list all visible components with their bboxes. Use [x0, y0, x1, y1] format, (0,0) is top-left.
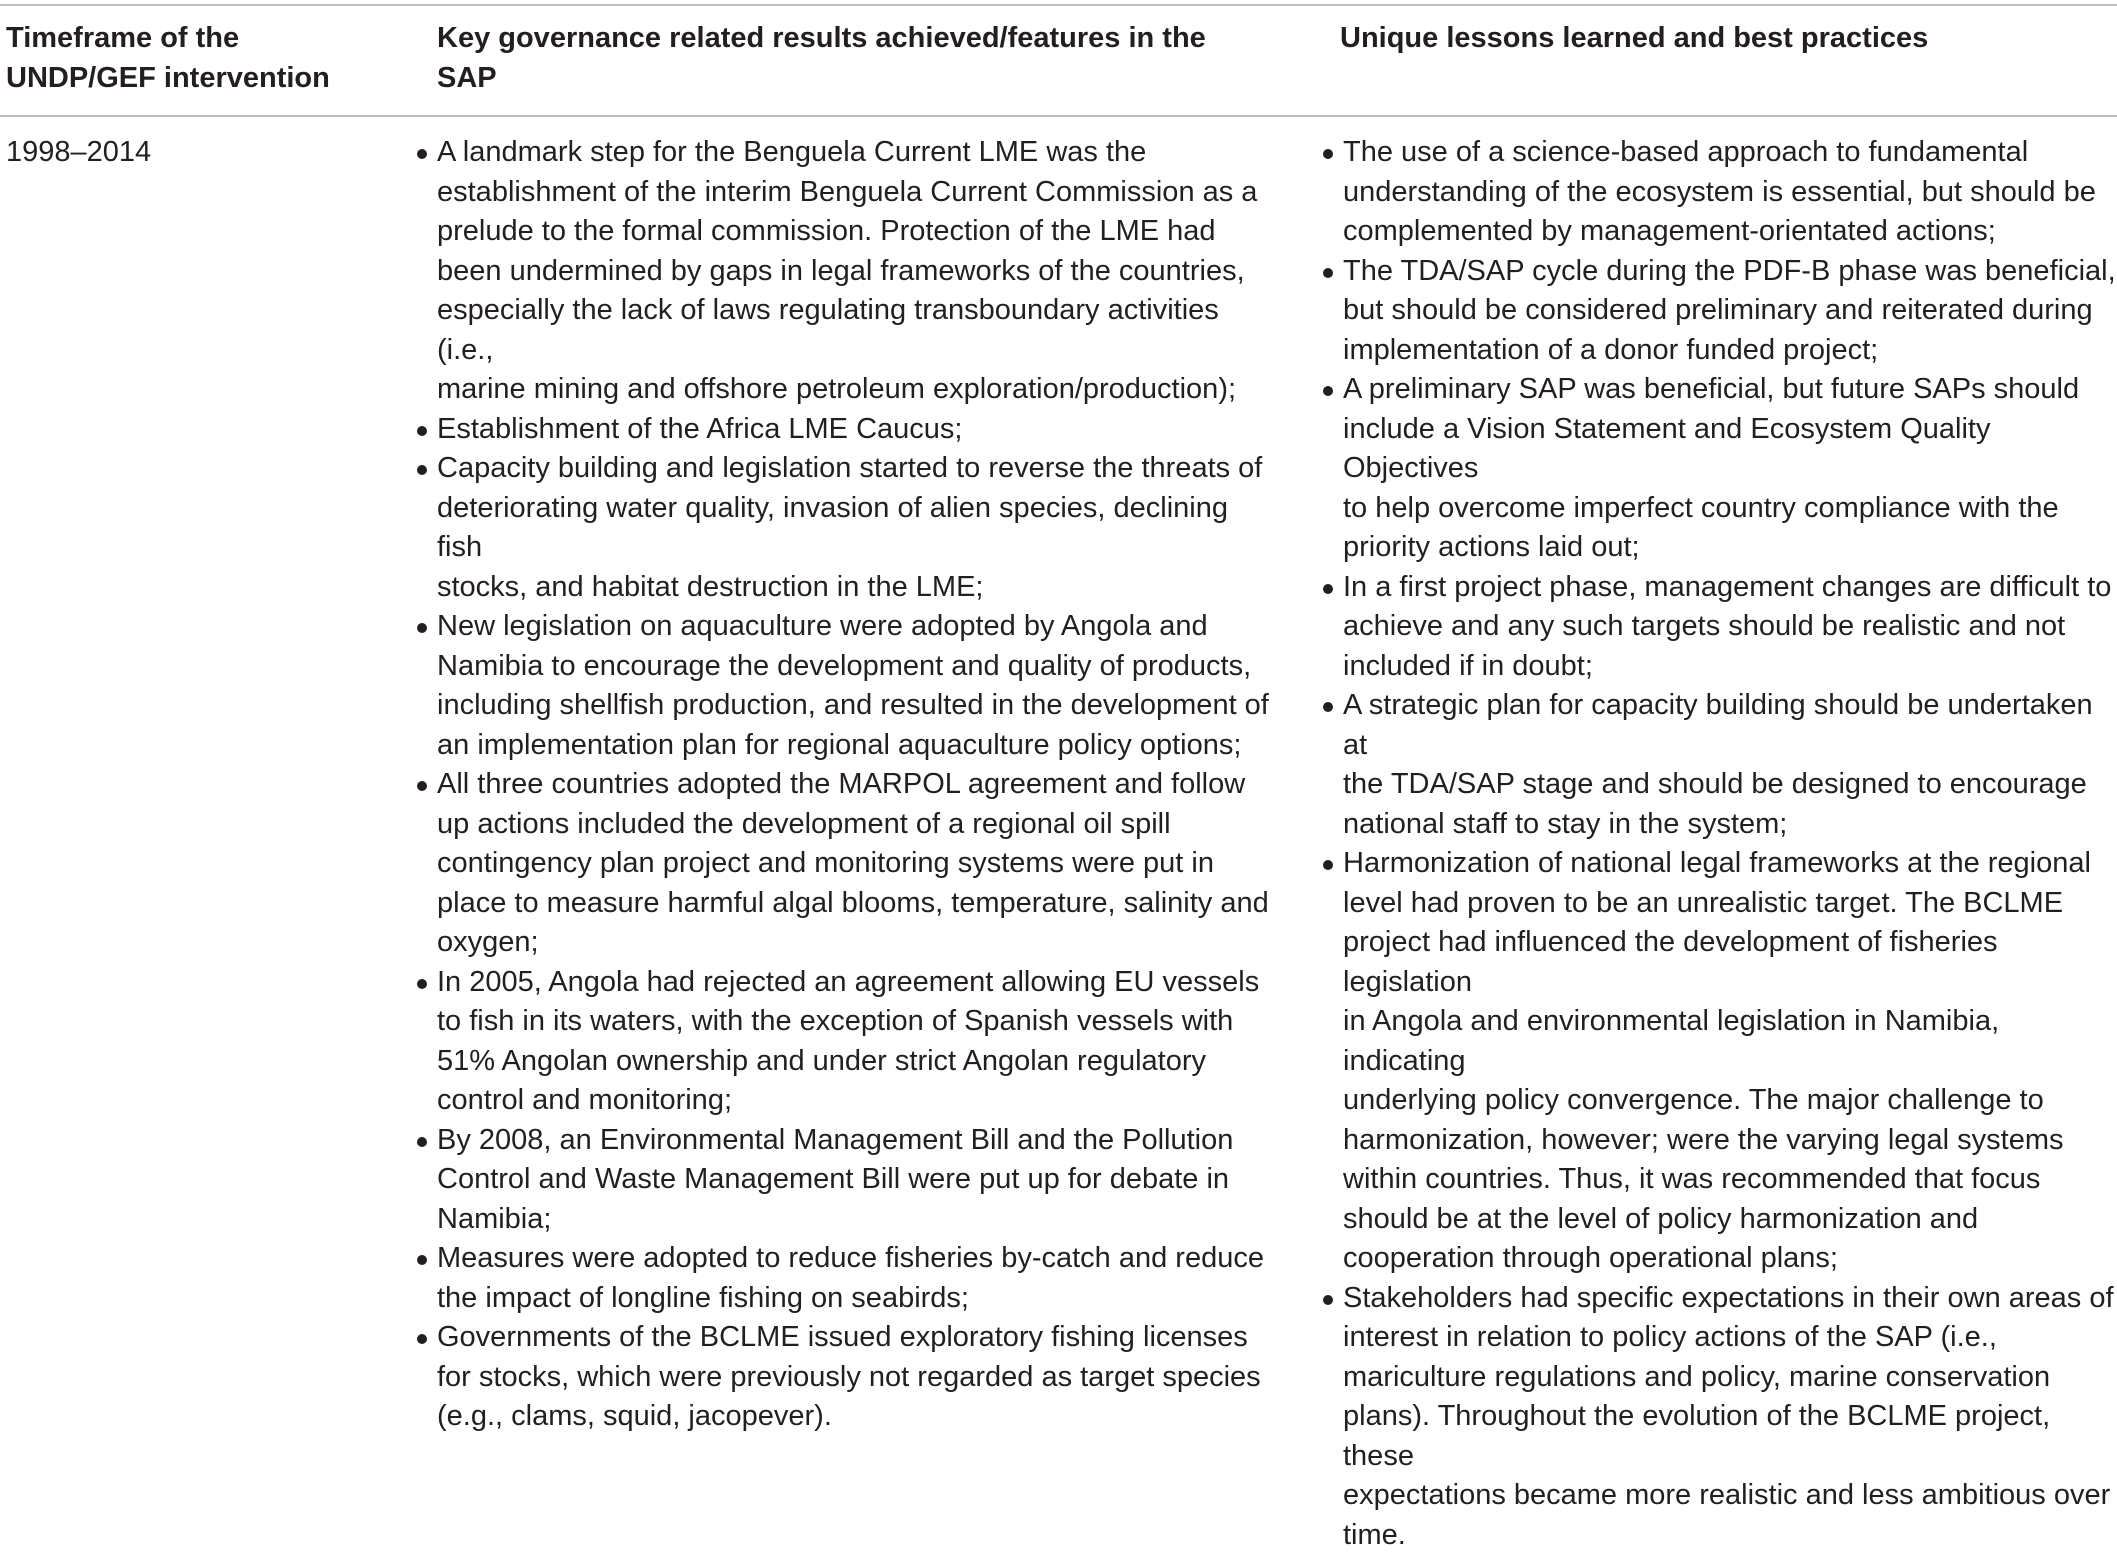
results-item-text: New legislation on aquaculture were adopted by Angola and Namibia to encourage the development and quality of products, including shellfish production, and resulted in the development of an implementation plan for regional aquaculture policy options; — [437, 610, 1269, 761]
table-top-rule — [0, 4, 2117, 6]
bullet-icon — [417, 979, 427, 989]
results-item — [437, 1239, 1277, 1318]
lessons-item — [1343, 568, 2117, 687]
results-item-text: Measures were adopted to reduce fisheries by-catch and reduce the impact of longline fishing on seabirds; — [437, 1242, 1264, 1314]
row-timeframe-cell: 1998–2014 — [6, 133, 151, 173]
results-item-text: By 2008, an Environmental Management Bill and the Pollution Control and Waste Management Bill were put up for debate in Namibia; — [437, 1124, 1233, 1235]
results-item — [437, 133, 1277, 410]
results-item-text: All three countries adopted the MARPOL agreement and follow up actions included the development of a regional oil spill contingency plan project and monitoring systems were put in place to measure harmful algal blooms, temperature, salinity and oxygen; — [437, 768, 1269, 958]
bullet-icon — [1323, 702, 1333, 712]
lessons-item-text: Stakeholders had specific expectations in their own areas of interest in relation to policy actions of the SAP (i.e., mariculture regulations and policy, marine conservation plans). Throughout the evolution of the BCLME project, these expectations became more realistic and less ambitious over time. — [1343, 1282, 2114, 1551]
bullet-icon — [417, 1255, 427, 1265]
lessons-item-text: A strategic plan for capacity building should be undertaken at the TDA/SAP stage and should be designed to encourage national staff to stay in the system; — [1343, 689, 2093, 840]
lessons-item-text: Harmonization of national legal frameworks at the regional level had proven to be an unrealistic target. The BCLME project had influenced the development of fisheries legislation in Angola and environmental legislation in Namibia, indicating underlying policy convergence. The major challenge to harmonization, however; were the varying legal systems within countries. Thus, it was recommended that focus should be at the level of policy harmonization and cooperation through operational plans; — [1343, 847, 2091, 1274]
results-item — [437, 963, 1277, 1121]
bullet-icon — [417, 1137, 427, 1147]
results-item — [437, 1121, 1277, 1240]
bullet-icon — [1323, 268, 1333, 278]
lessons-item — [1343, 686, 2117, 844]
results-item — [437, 410, 1277, 450]
results-item-text: Governments of the BCLME issued exploratory fishing licenses for stocks, which were previously not regarded as target species (e.g., clams, squid, jacopever). — [437, 1321, 1261, 1432]
lessons-item-text: In a first project phase, management changes are difficult to achieve and any such targets should be realistic and not included if in doubt; — [1343, 571, 2111, 682]
bullet-icon — [417, 1334, 427, 1344]
results-item-text: In 2005, Angola had rejected an agreement allowing EU vessels to fish in its waters, with the exception of Spanish vessels with 51% Angolan ownership and under strict Angolan regulatory control and monitoring; — [437, 966, 1259, 1117]
results-list — [437, 133, 1277, 1437]
header-lessons-learned: Unique lessons learned and best practices — [1340, 18, 2100, 58]
bullet-icon — [417, 149, 427, 159]
results-item-text: Capacity building and legislation started to reverse the threats of deteriorating water quality, invasion of alien species, declining fish stocks, and habitat destruction in the LME; — [437, 452, 1262, 603]
bullet-icon — [1323, 1295, 1333, 1305]
header-timeframe: Timeframe of the UNDP/GEF intervention — [6, 18, 386, 98]
lessons-item — [1343, 1279, 2117, 1555]
lessons-item-text: The use of a science-based approach to fundamental understanding of the ecosystem is essential, but should be complemented by management-orientated actions; — [1343, 136, 2096, 247]
bullet-icon — [417, 781, 427, 791]
lessons-item-text: A preliminary SAP was beneficial, but future SAPs should include a Vision Statement and Ecosystem Quality Objectives to help overcome imperfect country compliance with the priority actions laid out; — [1343, 373, 2079, 563]
bullet-icon — [1323, 386, 1333, 396]
lessons-item — [1343, 370, 2117, 568]
lessons-item — [1343, 844, 2117, 1279]
lessons-item — [1343, 133, 2117, 252]
bullet-icon — [417, 623, 427, 633]
results-item-text: A landmark step for the Benguela Current LME was the establishment of the interim Benguela Current Commission as a prelude to the formal commission. Protection of the LME had been undermined by gaps in legal frameworks of the countries, especially the lack of laws regulating transboundary activities (i.e., marine mining and offshore petroleum exploration/production); — [437, 136, 1257, 405]
bullet-icon — [417, 426, 427, 436]
bullet-icon — [1323, 584, 1333, 594]
bullet-icon — [1323, 149, 1333, 159]
bullet-icon — [1323, 860, 1333, 870]
results-item — [437, 1318, 1277, 1437]
lessons-item — [1343, 252, 2117, 371]
results-item-text: Establishment of the Africa LME Caucus; — [437, 413, 962, 445]
results-item — [437, 607, 1277, 765]
lessons-item-text: The TDA/SAP cycle during the PDF-B phase was beneficial, but should be considered preliminary and reiterated during implementation of a donor funded project; — [1343, 255, 2116, 366]
lessons-list — [1343, 133, 2117, 1555]
header-governance-results: Key governance related results achieved/features in the SAP — [437, 18, 1257, 98]
results-item — [437, 449, 1277, 607]
results-item — [437, 765, 1277, 963]
bullet-icon — [417, 465, 427, 475]
header-rule — [0, 115, 2117, 117]
